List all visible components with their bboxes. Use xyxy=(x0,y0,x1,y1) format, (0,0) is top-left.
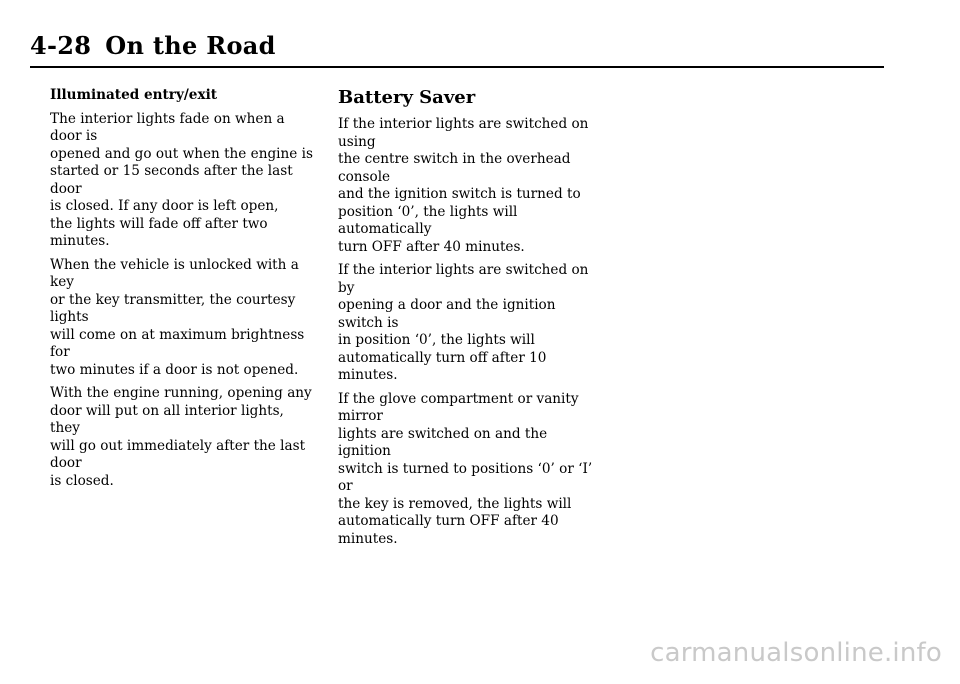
page-header xyxy=(30,28,884,68)
left-column xyxy=(50,87,318,496)
page-number: 4-28 xyxy=(30,31,92,60)
illuminated-entry-exit-heading: Illuminated entry/exit xyxy=(50,87,218,103)
right-column xyxy=(338,87,600,554)
paragraph: If the glove compartment or vanity mirror lights are switched on and the ignition switch is turned to positions ‘0’ or ‘I’ or the key is removed, the lights will automatically turn OFF after 40 minutes. xyxy=(338,390,593,547)
paragraph: With the engine running, opening any door will put on all interior lights, they will go out immediately after the last door is closed. xyxy=(50,385,312,489)
watermark: carmanualsonline.info xyxy=(650,638,942,668)
paragraph: When the vehicle is unlocked with a key or the key transmitter, the courtesy lights will come on at maximum brightness for two minutes if a door is not opened. xyxy=(50,256,305,378)
paragraph: If the interior lights are switched on using the centre switch in the overhead console and the ignition switch is turned to position ‘0’, the lights will automatically turn OFF after 40 minutes. xyxy=(338,116,589,255)
header-divider xyxy=(30,66,884,68)
battery-saver-heading: Battery Saver xyxy=(338,87,476,108)
paragraph: If the interior lights are switched on by opening a door and the ignition switch is in position ‘0’, the lights will automatically turn off after 10 minutes. xyxy=(338,262,589,383)
paragraph: The interior lights fade on when a door is opened and go out when the engine is started or 15 seconds after the last door is closed. If any door is left open, the lights will fade off after two minutes. xyxy=(50,110,313,249)
page-heading xyxy=(30,32,276,60)
section-title: On the Road xyxy=(105,31,276,60)
